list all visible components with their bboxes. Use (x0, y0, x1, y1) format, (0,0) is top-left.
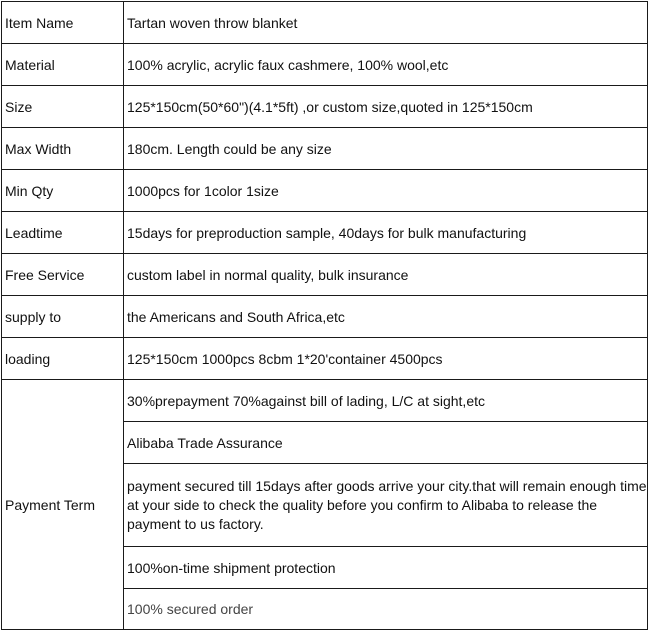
row-material (2, 44, 648, 86)
row-min-qty (2, 170, 648, 212)
row-free-service (2, 254, 648, 296)
row-value: the Americans and South Africa,etc (124, 296, 648, 338)
payment-term-item: payment secured till 15days after goods arrive your city.that will remain enough time at your side to check the quality before you confirm to Alibaba to release the payment to us factory. (124, 464, 648, 547)
row-payment-term (2, 380, 648, 422)
row-size (2, 86, 648, 128)
row-label: loading (2, 338, 124, 380)
product-spec-table (1, 1, 648, 630)
payment-term-item: Alibaba Trade Assurance (124, 422, 648, 464)
row-loading (2, 338, 648, 380)
row-value: 15days for preproduction sample, 40days for bulk manufacturing (124, 212, 648, 254)
row-value: 180cm. Length could be any size (124, 128, 648, 170)
row-value: 1000pcs for 1color 1size (124, 170, 648, 212)
row-value: 125*150cm(50*60")(4.1*5ft) ,or custom size,quoted in 125*150cm (124, 86, 648, 128)
row-label: Max Width (2, 128, 124, 170)
row-supply-to (2, 296, 648, 338)
row-value: Tartan woven throw blanket (124, 2, 648, 44)
payment-term-item: 30%prepayment 70%against bill of lading, L/C at sight,etc (124, 380, 648, 422)
row-label: Leadtime (2, 212, 124, 254)
row-leadtime (2, 212, 648, 254)
payment-term-item: 100% secured order (124, 589, 648, 630)
row-value: 100% acrylic, acrylic faux cashmere, 100% wool,etc (124, 44, 648, 86)
row-value: custom label in normal quality, bulk insurance (124, 254, 648, 296)
row-label: Free Service (2, 254, 124, 296)
row-label: supply to (2, 296, 124, 338)
row-label: Item Name (2, 2, 124, 44)
row-item-name (2, 2, 648, 44)
row-label: Size (2, 86, 124, 128)
payment-term-label: Payment Term (2, 380, 124, 630)
row-value: 125*150cm 1000pcs 8cbm 1*20'container 4500pcs (124, 338, 648, 380)
row-label: Material (2, 44, 124, 86)
row-label: Min Qty (2, 170, 124, 212)
payment-term-item: 100%on-time shipment protection (124, 547, 648, 589)
row-max-width (2, 128, 648, 170)
